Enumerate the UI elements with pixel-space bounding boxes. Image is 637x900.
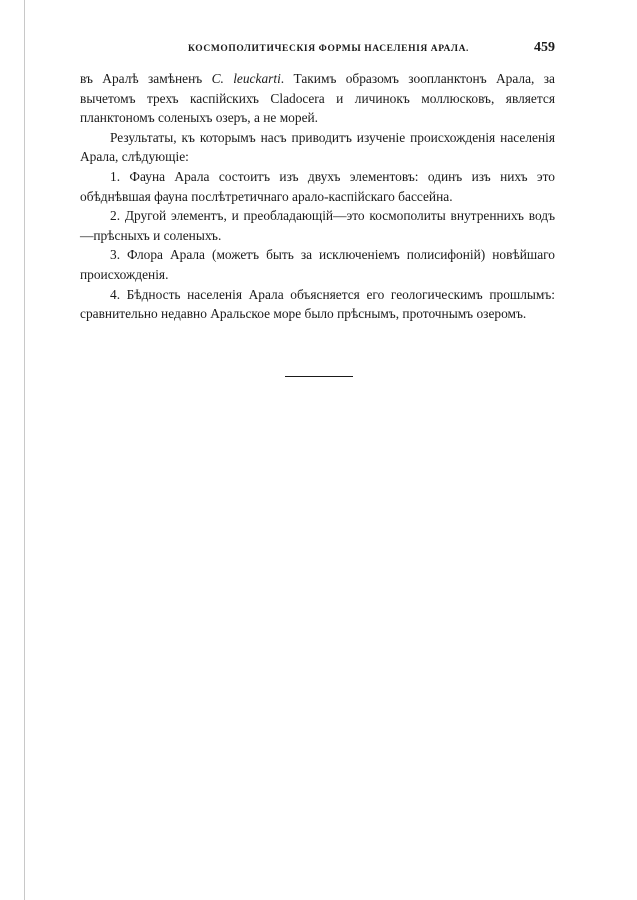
book-page (80, 40, 555, 324)
running-title: КОСМОПОЛИТИЧЕСКІЯ ФОРМЫ НАСЕЛЕНІЯ АРАЛА. (188, 44, 470, 54)
body-text (80, 69, 555, 324)
paragraph-conclusion-2: 2. Другой элементъ, и преобладающій—это космополиты внутреннихъ водъ—прѣсныхъ и соленыхъ. (80, 208, 555, 243)
species-name: C. leuckarti (211, 71, 281, 86)
running-header (80, 40, 555, 62)
paragraph-results-intro: Результаты, къ которымъ насъ приводитъ изученіе происхожденія населенія Арала, слѣдующіе: (80, 129, 555, 165)
text-run: въ Аралѣ замѣненъ (80, 71, 212, 86)
paragraph-conclusion-3: 3. Флора Арала (можетъ быть за исключеніемъ полисифоній) новѣйшаго происхожденія. (80, 247, 555, 282)
section-end-rule (285, 376, 353, 377)
paragraph-continuation (80, 69, 555, 128)
paragraph-conclusion-4: 4. Бѣдность населенія Арала объясняется его геологическимъ прошлымъ: сравнительно недавно Аральское море было прѣснымъ, проточнымъ озеромъ. (80, 286, 555, 322)
page-edge-line (24, 0, 25, 900)
paragraph-conclusion-1: 1. Фауна Арала состоитъ изъ двухъ элементовъ: одинъ изъ нихъ это обѣднѣвшая фауна послѣтретичнаго арало-каспійскаго бассейна. (80, 168, 555, 204)
text-run: . Такимъ образомъ зоопланктонъ Арала, за вычетомъ трехъ каспійскихъ Cladocera и личинокъ моллюсковъ, является планктономъ соленыхъ озеръ, а не морей. (80, 71, 555, 126)
page-number: 459 (534, 40, 555, 55)
